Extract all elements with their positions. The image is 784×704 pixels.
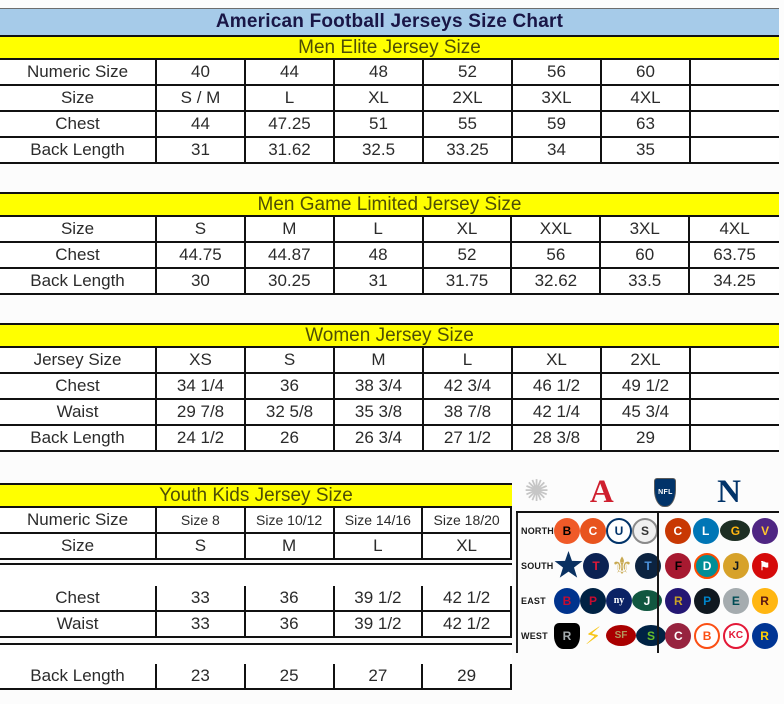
table-cell: M — [246, 534, 335, 560]
nfc-team-group — [658, 588, 779, 614]
team-logo-eagles: E — [723, 588, 749, 614]
table-cell: L — [246, 86, 335, 112]
table-cell: 30 — [157, 269, 246, 295]
table-cell: 39 1/2 — [335, 612, 424, 638]
table-cell: 34 — [513, 138, 602, 164]
men-elite-table — [0, 60, 779, 164]
table-cell: 55 — [424, 112, 513, 138]
nfc-logo: N — [717, 473, 741, 510]
team-logo-texans: T — [583, 553, 609, 579]
row-label: Numeric Size — [0, 508, 157, 534]
team-logo-saints: ⚜ — [611, 551, 633, 580]
table-cell: 47.25 — [246, 112, 335, 138]
table-cell: 32 5/8 — [246, 400, 335, 426]
team-logo-steelers: S — [632, 518, 658, 544]
table-cell: L — [424, 348, 513, 374]
nfc-team-group — [658, 623, 779, 649]
table-cell: M — [246, 217, 335, 243]
table-cell: 52 — [424, 243, 513, 269]
division-row-west — [518, 618, 779, 653]
nfc-team-group — [658, 518, 779, 544]
team-logo-broncos: B — [694, 623, 720, 649]
team-logo-bengals: B — [554, 518, 580, 544]
table-cell — [691, 426, 779, 452]
afc-team-group — [554, 588, 658, 614]
row-label: Size — [0, 86, 157, 112]
table-cell: 36 — [246, 612, 335, 638]
row-label: Chest — [0, 112, 157, 138]
table-cell: 44 — [157, 112, 246, 138]
team-logo-bills: B — [554, 588, 580, 614]
table-cell: XXL — [512, 217, 601, 243]
table-cell — [691, 348, 779, 374]
table-cell: 35 — [602, 138, 691, 164]
table-cell: XL — [335, 86, 424, 112]
table-cell: 48 — [335, 60, 424, 86]
row-label: Size — [0, 534, 157, 560]
table-cell: 49 1/2 — [602, 374, 691, 400]
table-cell: S — [157, 217, 246, 243]
team-logo-seahawks: S — [636, 625, 666, 646]
team-logo-patriots: P — [580, 588, 606, 614]
table-cell: 38 7/8 — [424, 400, 513, 426]
table-cell: Size 10/12 — [246, 508, 335, 534]
team-logo-49ers: SF — [606, 625, 636, 646]
section-men-elite — [0, 35, 779, 164]
team-logo-browns: C — [580, 518, 606, 544]
team-logo-chiefs: KC — [723, 623, 749, 649]
table-cell: 38 3/4 — [335, 374, 424, 400]
table-cell: 29 — [423, 664, 512, 690]
section-youth — [0, 483, 512, 690]
row-label: Back Length — [0, 138, 157, 164]
row-gap-spacer — [0, 638, 512, 645]
nfl-logo-panel — [516, 473, 779, 653]
table-cell: 26 — [246, 426, 335, 452]
table-cell: L — [335, 217, 424, 243]
table-cell: M — [335, 348, 424, 374]
table-cell: XL — [423, 534, 512, 560]
row-label: Size — [0, 217, 157, 243]
table-cell: 42 1/2 — [423, 586, 512, 612]
table-cell: 28 3/8 — [513, 426, 602, 452]
nfc-team-group — [658, 553, 779, 579]
table-cell: 33 — [157, 586, 246, 612]
afc-team-group — [554, 551, 658, 580]
table-cell: 27 1/2 — [424, 426, 513, 452]
team-logo-titans: T — [635, 553, 661, 579]
table-cell: 60 — [601, 243, 690, 269]
division-logo-grid — [516, 513, 779, 653]
team-logo-jets: J — [632, 590, 662, 611]
table-cell: 26 3/4 — [335, 426, 424, 452]
table-cell: 46 1/2 — [513, 374, 602, 400]
division-label: NORTH — [521, 525, 554, 536]
team-logo-rams: R — [752, 623, 778, 649]
division-label: WEST — [521, 630, 548, 641]
table-cell: S — [246, 348, 335, 374]
table-cell: 4XL — [602, 86, 691, 112]
row-label: Back Length — [0, 426, 157, 452]
banner-women: Women Jersey Size — [0, 323, 779, 348]
table-cell: 42 3/4 — [424, 374, 513, 400]
team-logo-redskins: R — [752, 588, 778, 614]
team-logo-vikings: V — [752, 518, 778, 544]
table-cell: 42 1/4 — [513, 400, 602, 426]
team-logo-chargers: ⚡ — [584, 621, 602, 650]
table-cell: 44.87 — [246, 243, 335, 269]
women-table — [0, 348, 779, 452]
team-logo-bears: C — [665, 518, 691, 544]
banner-men-elite: Men Elite Jersey Size — [0, 35, 779, 60]
table-cell: 29 — [602, 426, 691, 452]
division-row-north — [518, 513, 779, 548]
row-label: Back Length — [0, 664, 157, 690]
table-cell: 36 — [246, 586, 335, 612]
team-logo-raiders: R — [554, 623, 580, 649]
table-cell: 44.75 — [157, 243, 246, 269]
table-cell: 32.5 — [335, 138, 424, 164]
nfl-shield-icon: NFL — [654, 478, 676, 507]
table-cell: 29 7/8 — [157, 400, 246, 426]
table-cell — [691, 374, 779, 400]
section-gap — [0, 295, 779, 323]
table-cell — [691, 60, 779, 86]
page-title: American Football Jerseys Size Chart — [0, 8, 779, 35]
team-logo-dolphins: D — [694, 553, 720, 579]
table-cell: 2XL — [602, 348, 691, 374]
row-label: Chest — [0, 374, 157, 400]
table-cell: Size 8 — [157, 508, 246, 534]
table-cell: 34 1/4 — [157, 374, 246, 400]
division-row-south — [518, 548, 779, 583]
table-cell: 32.62 — [512, 269, 601, 295]
row-label: Chest — [0, 586, 157, 612]
table-cell: 34.25 — [690, 269, 779, 295]
table-cell: XL — [513, 348, 602, 374]
table-cell: 56 — [512, 243, 601, 269]
table-cell: S — [157, 534, 246, 560]
table-cell: 27 — [335, 664, 424, 690]
team-logo-giants: ny — [606, 588, 632, 614]
row-label: Jersey Size — [0, 348, 157, 374]
row-label: Chest — [0, 243, 157, 269]
team-logo-ravens: R — [665, 588, 691, 614]
table-cell: 23 — [157, 664, 246, 690]
row-label: Waist — [0, 400, 157, 426]
team-logo-cardinals: C — [665, 623, 691, 649]
table-cell: 60 — [602, 60, 691, 86]
table-cell: 2XL — [424, 86, 513, 112]
table-cell: 30.25 — [246, 269, 335, 295]
team-logo-lions: L — [693, 518, 719, 544]
table-cell: 31.62 — [246, 138, 335, 164]
table-cell: 63 — [602, 112, 691, 138]
team-logo-cowboys-star — [554, 551, 583, 580]
table-cell: XL — [424, 217, 513, 243]
table-cell: 31 — [335, 269, 424, 295]
table-cell: 44 — [246, 60, 335, 86]
table-cell: XS — [157, 348, 246, 374]
table-cell — [691, 400, 779, 426]
row-gap-spacer — [0, 560, 512, 565]
table-cell: 31 — [157, 138, 246, 164]
banner-youth: Youth Kids Jersey Size — [0, 483, 512, 508]
table-cell: 25 — [246, 664, 335, 690]
table-cell: 33.25 — [424, 138, 513, 164]
table-cell: 63.75 — [690, 243, 779, 269]
table-cell: 33 — [157, 612, 246, 638]
men-game-limited-table — [0, 217, 779, 295]
division-row-east — [518, 583, 779, 618]
section-gap — [0, 164, 779, 192]
table-cell: 24 1/2 — [157, 426, 246, 452]
row-label: Back Length — [0, 269, 157, 295]
team-logo-panthers: P — [694, 588, 720, 614]
table-cell: L — [335, 534, 424, 560]
team-logo-colts: U — [606, 518, 632, 544]
size-chart-page — [0, 8, 779, 690]
team-logo-packers: G — [720, 520, 750, 541]
youth-table — [0, 508, 512, 690]
table-cell: 36 — [246, 374, 335, 400]
table-cell: Size 18/20 — [423, 508, 512, 534]
team-logo-falcons: F — [665, 553, 691, 579]
division-label: SOUTH — [521, 560, 554, 571]
conference-logo-row — [516, 473, 779, 513]
team-logo-jaguars: J — [723, 553, 749, 579]
table-cell — [691, 86, 779, 112]
table-cell: Size 14/16 — [335, 508, 424, 534]
table-cell: 51 — [335, 112, 424, 138]
table-cell: 35 3/8 — [335, 400, 424, 426]
table-cell: S / M — [157, 86, 246, 112]
table-cell: 4XL — [690, 217, 779, 243]
table-cell: 52 — [424, 60, 513, 86]
starburst-icon: ✺ — [524, 474, 550, 509]
section-men-game-limited — [0, 192, 779, 295]
table-cell: 3XL — [513, 86, 602, 112]
table-cell: 42 1/2 — [423, 612, 512, 638]
table-cell: 48 — [335, 243, 424, 269]
table-cell — [691, 138, 779, 164]
afc-team-group — [554, 518, 658, 544]
division-label: EAST — [521, 595, 546, 606]
afc-team-group — [554, 623, 658, 649]
table-cell — [691, 112, 779, 138]
row-label: Numeric Size — [0, 60, 157, 86]
table-cell: 56 — [513, 60, 602, 86]
table-cell: 40 — [157, 60, 246, 86]
afc-logo: A — [589, 473, 614, 510]
table-cell: 59 — [513, 112, 602, 138]
section-women — [0, 323, 779, 452]
table-cell: 39 1/2 — [335, 586, 424, 612]
bottom-section — [0, 452, 779, 690]
banner-men-game-limited: Men Game Limited Jersey Size — [0, 192, 779, 217]
row-label: Waist — [0, 612, 157, 638]
table-cell: 31.75 — [424, 269, 513, 295]
table-cell: 33.5 — [601, 269, 690, 295]
table-cell: 45 3/4 — [602, 400, 691, 426]
team-logo-buccaneers: ⚑ — [752, 553, 778, 579]
table-cell: 3XL — [601, 217, 690, 243]
